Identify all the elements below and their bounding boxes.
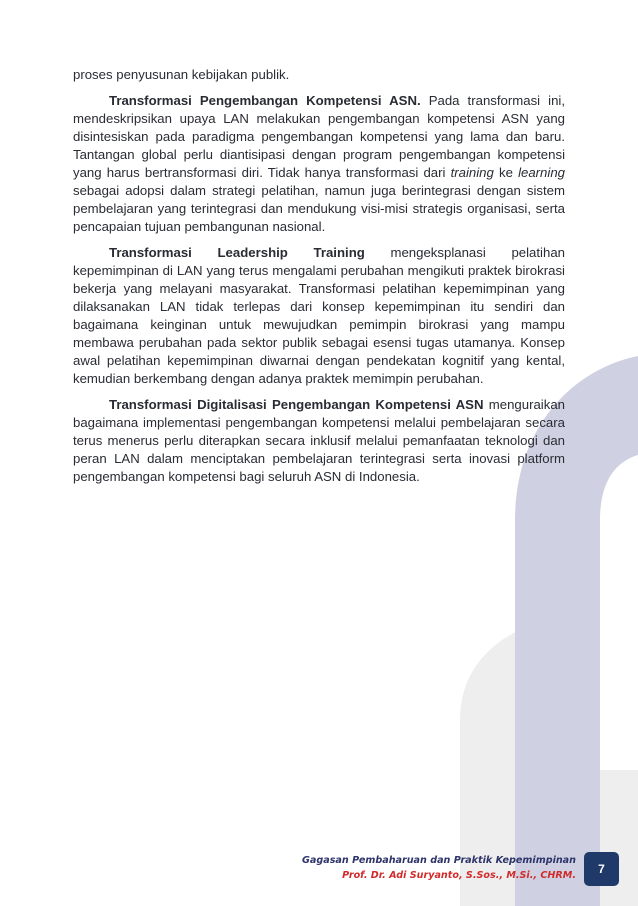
paragraph-heading: Transformasi Leadership Training [109,245,365,260]
paragraph-text: menguraikan bagaimana implementasi pengembangan kompetensi melalui pembelajaran secara terus menerus perlu diterapkan secara inklusif melalui pemanfaatan teknologi dan peran LAN dalam menciptakan pembelajaran terintegrasi serta inovasi platform pengembangan kompetensi bagi seluruh ASN di Indonesia. [73,397,565,484]
footer-author: Prof. Dr. Adi Suryanto, S.Sos., M.Si., CHRM. [342,870,576,881]
italic-term: learning [518,165,565,180]
paragraph-intro [73,66,565,84]
paragraph-heading: Transformasi Digitalisasi Pengembangan Kompetensi ASN [109,397,484,412]
page-number-badge [584,852,619,886]
paragraph-text: mengeksplanasi pelatihan kepemimpinan di LAN yang terus mengalami perubahan mengikuti praktek birokrasi bekerja yang melayani masyarakat. Transformasi pelatihan kepemimpinan yang dilaksanakan LAN tidak terlepas dari konsep kepemimpinan itu sendiri dan bagaimana keinginan untuk mewujudkan pemimpin birokrasi yang mampu membawa perubahan pada sektor publik sebagai esensi tugas utamanya. Konsep awal pelatihan kepemimpinan diwarnai dengan pendekatan kognitif yang kental, kemudian berkembang dengan adanya praktek memimpin perubahan. [73,245,565,386]
page-footer [302,853,576,883]
italic-term: training [450,165,494,180]
paragraph-text: ke [493,165,519,180]
footer-book-title: Gagasan Pembaharuan dan Praktik Kepemimpinan [302,855,576,866]
paragraph-text: sebagai adopsi dalam strategi pelatihan, namun juga berintegrasi dengan sistem pembelajaran yang terintegrasi dan mendukung visi-misi strategis organisasi, serta pencapaian tujuan pembangunan nasional. [73,183,565,234]
body-text [73,66,565,494]
paragraph-digitalisasi [73,396,565,486]
paragraph-intro-text: proses penyusunan kebijakan publik. [73,67,290,82]
paragraph-text: Pada transformasi ini, mendeskripsikan upaya LAN melakukan pengembangan kompetensi ASN yang disintesiskan pada paradigma pengembangan kompetensi yang lama dan baru. Tantangan global perlu diantisipasi dengan program pengembangan kompetensi yang harus bertransformasi diri. Tidak hanya transformasi dari [73,93,566,180]
paragraph-heading: Transformasi Pengembangan Kompetensi ASN. [109,93,421,108]
paragraph-leadership-training [73,244,565,388]
paragraph-transformasi-kompetensi [73,92,565,236]
page-number: 7 [598,862,605,876]
